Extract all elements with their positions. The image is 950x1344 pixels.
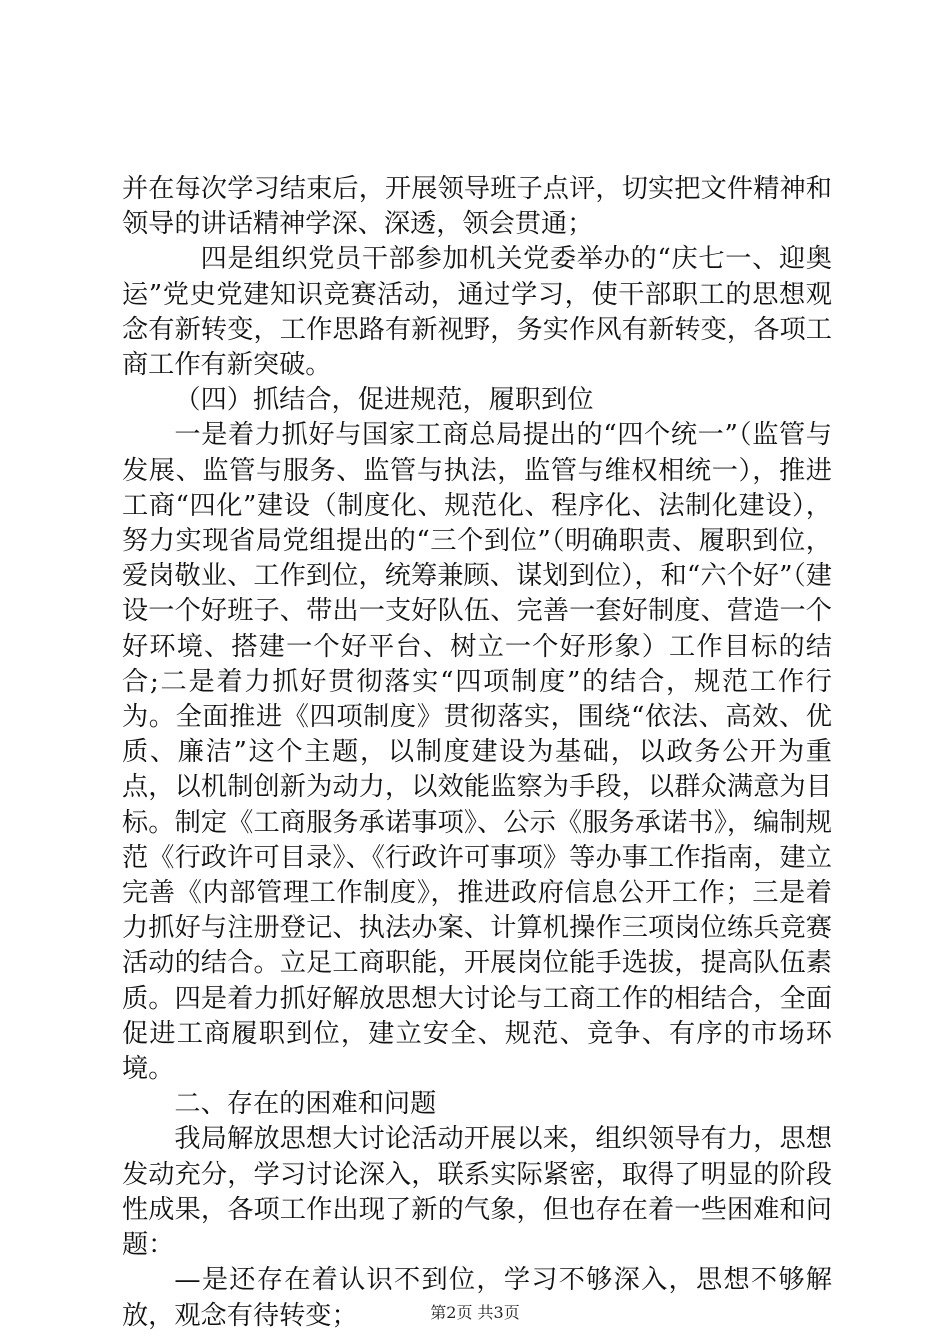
section-heading-problems: 二、存在的困难和问题 <box>174 1089 437 1120</box>
paragraph-problem-one: —是还存在着认识不到位，学习不够深入，思想不够解放，观念有待转变； <box>122 1265 832 1331</box>
page-number: 第2页 共3页 <box>430 1303 520 1322</box>
document-body <box>122 172 832 1334</box>
section-heading-four: （四）抓结合，促进规范，履职到位 <box>174 385 594 416</box>
paragraph-point-four: 四是组织党员干部参加机关党委举办的“庆七一、迎奥运”党史党建知识竞赛活动，通过学习，使干部职工的思想观念有新转变，工作思路有新视野，务实作风有新转变，各项工商工作有新突破。 <box>122 244 832 381</box>
paragraph-continuation: 并在每次学习结束后，开展领导班子点评，切实把文件精神和领导的讲话精神学深、深透，领会贯通； <box>122 174 832 240</box>
paragraph-integration: 一是着力抓好与国家工商总局提出的“四个统一”（监管与发展、监管与服务、监管与执法，监管与维权相统一），推进工商“四化”建设（制度化、规范化、程序化、法制化建设），努力实现省局党组提出的“三个到位”（明确职责、履职到位，爱岗敬业、工作到位，统筹兼顾、谋划到位），和“六个好”（建设一个好班子、带出一支好队伍、完善一套好制度、营造一个好环境、搭建一个好平台、树立一个好形象）工作目标的结合;二是着力抓好贯彻落实“四项制度”的结合，规范工作行为。全面推进《四项制度》贯彻落实，围绕“依法、高效、优质、廉洁”这个主题，以制度建设为基础，以政务公开为重点，以机制创新为动力，以效能监察为手段，以群众满意为目标。制定《工商服务承诺事项》、公示《服务承诺书》，编制规范《行政许可目录》、《行政许可事项》等办事工作指南，建立完善《内部管理工作制度》，推进政府信息公开工作；三是着力抓好与注册登记、执法办案、计算机操作三项岗位练兵竞赛活动的结合。立足工商职能，开展岗位能手选拔，提高队伍素质。四是着力抓好解放思想大讨论与工商工作的相结合，全面促进工商履职到位，建立安全、规范、竞争、有序的市场环境。 <box>122 420 832 1085</box>
paragraph-problems-intro: 我局解放思想大讨论活动开展以来，组织领导有力，思想发动充分，学习讨论深入，联系实际紧密，取得了明显的阶段性成果，各项工作出现了新的气象，但也存在着一些困难和问题： <box>122 1124 832 1261</box>
